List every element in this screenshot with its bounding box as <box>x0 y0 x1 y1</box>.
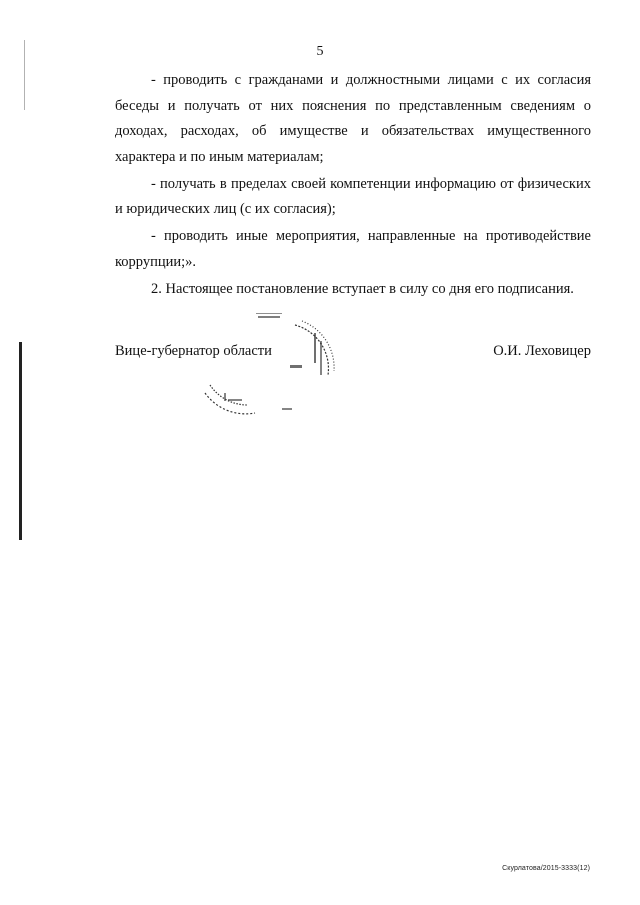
scan-speck <box>256 313 282 314</box>
paragraph-2: - получать в пределах своей компетенции информацию от физических и юридических лиц (с их согласия); <box>115 175 591 217</box>
scan-edge-mark <box>19 342 22 540</box>
page-number: 5 <box>316 44 324 59</box>
signer-title: Вице-губернатор области <box>115 343 272 359</box>
stamp-mark-icon <box>200 313 340 423</box>
document-body <box>115 68 591 304</box>
signer-name: О.И. Леховицер <box>493 343 591 359</box>
document-footer-code: Скурлатова/2015-3333(12) <box>502 865 590 872</box>
paragraph-3: - проводить иные мероприятия, направленные на противодействие коррупции;». <box>115 228 591 270</box>
paragraph-4: 2. Настоящее постановление вступает в силу со дня его подписания. <box>151 280 574 297</box>
scan-edge-mark <box>24 40 25 110</box>
paragraph-1: - проводить с гражданами и должностными лицами с их согласия беседы и получать от них пояснения по представленным сведениям о доходах, расходах, об имуществе и обязательствах имущественного характера и по иным материалам; <box>115 72 591 165</box>
